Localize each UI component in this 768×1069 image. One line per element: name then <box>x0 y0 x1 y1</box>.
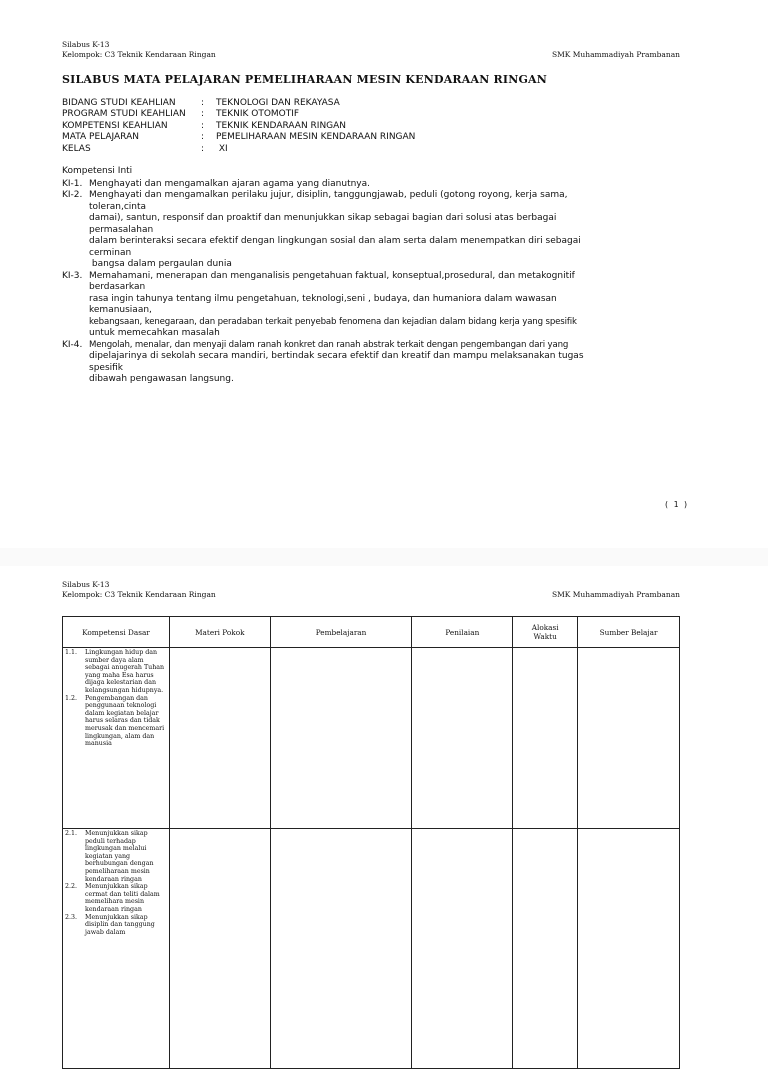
ki-line: Mengolah, menalar, dan menyaji dalam ranah konkret dan ranah abstrak terkait dengan pengembangan dari yang <box>89 339 569 350</box>
kd-number: 1.2. <box>65 694 78 702</box>
info-value: XI <box>216 143 228 154</box>
header-left-line1: Silabus K-13 <box>62 40 110 49</box>
info-value: TEKNIK KENDARAAN RINGAN <box>216 120 347 131</box>
page-2 <box>0 566 768 1024</box>
table-row <box>63 829 680 1069</box>
ki-line: spesifik <box>89 362 124 373</box>
ki-item <box>62 271 688 340</box>
kd-item <box>65 695 166 748</box>
kd-item <box>65 830 166 883</box>
kd-text: Menunjukkan sikap peduli terhadap lingkungan melalui kegiatan yang berhubungan dengan pemeliharaan mesin kendaraan ringan <box>85 830 154 883</box>
ki-heading: Kompetensi Inti <box>62 166 133 176</box>
ki-line: untuk memecahkan masalah <box>89 328 220 338</box>
kd-cell <box>63 829 170 1069</box>
kd-number: 2.2. <box>65 883 78 891</box>
info-label: KELAS <box>62 143 91 154</box>
info-row: PROGRAM STUDI KEAHLIAN : TEKNIK OTOMOTIF <box>62 109 300 120</box>
kd-item <box>65 649 166 695</box>
alokasi-cell <box>513 829 578 1069</box>
materi-cell <box>169 829 270 1069</box>
info-row: KOMPETENSI KEAHLIAN : TEKNIK KENDARAAN RINGAN <box>62 120 347 131</box>
column-header: Alokasi Waktu <box>513 617 578 648</box>
kd-number: 2.1. <box>65 830 78 837</box>
info-label: KOMPETENSI KEAHLIAN <box>62 120 168 131</box>
kd-item <box>65 883 166 913</box>
ki-line: cerminan <box>89 247 132 258</box>
ki-line: dipelajarinya di sekolah secara mandiri, bertindak secara efektif dan kreatif dan mampu melaksanakan tugas <box>89 351 584 361</box>
alokasi-cell <box>513 648 578 829</box>
page-gap <box>0 548 768 566</box>
kd-number: 1.1. <box>65 649 78 656</box>
page-header <box>62 40 680 60</box>
column-header: Materi Pokok <box>169 617 270 648</box>
kd-text: Menunjukkan sikap disiplin dan tanggung jawab dalam <box>85 913 155 936</box>
page-title: SILABUS MATA PELAJARAN PEMELIHARAAN MESIN KENDARAAN RINGAN <box>62 73 548 86</box>
page-header <box>62 580 680 600</box>
info-label: BIDANG STUDI KEAHLIAN <box>62 98 176 108</box>
sumber-cell <box>578 829 680 1069</box>
ki-line: Memahamani, menerapan dan menganalisis pengetahuan faktual, konseptual,prosedural, dan metakognitif <box>89 270 575 281</box>
ki-item <box>62 179 688 191</box>
info-row: MATA PELAJARAN : PEMELIHARAAN MESIN KENDARAAN RINGAN <box>62 132 416 143</box>
column-header: Kompetensi Dasar <box>63 617 170 648</box>
ki-line: kemanusiaan, <box>89 305 152 315</box>
ki-line: toleran,cinta <box>89 201 147 212</box>
kd-text: Lingkungan hidup dan sumber daya alam sebagai anugerah Tuhan yang maha Esa harus dijaga kelestarian dan kelangsungan hidupnya. <box>85 649 165 694</box>
info-row: BIDANG STUDI KEAHLIAN : TEKNOLOGI DAN REKAYASA <box>62 98 340 108</box>
ki-line: Menghayati dan mengamalkan ajaran agama yang dianutnya. <box>89 178 371 189</box>
ki-line: berdasarkan <box>89 282 146 292</box>
column-header: Penilaian <box>412 617 513 648</box>
ki-line: rasa ingin tahunya tentang ilmu pengetahuan, teknologi,seni , budaya, dan humaniora dalam wawasan <box>89 293 557 304</box>
info-label: MATA PELAJARAN <box>62 132 139 143</box>
table-row <box>63 648 680 829</box>
ki-item <box>62 340 688 386</box>
ki-line: permasalahan <box>89 224 154 235</box>
ki-item <box>62 190 688 271</box>
ki-number: KI-1. <box>62 178 83 189</box>
info-value: TEKNOLOGI DAN REKAYASA <box>216 98 340 108</box>
header-left-line2: Kelompok: C3 Teknik Kendaraan Ringan <box>62 590 216 599</box>
ki-line: bangsa dalam pergaulan dunia <box>89 259 232 269</box>
pembelajaran-cell <box>270 829 412 1069</box>
info-value: PEMELIHARAAN MESIN KENDARAAN RINGAN <box>216 132 416 143</box>
kd-text: Menunjukkan sikap cermat dan teliti dalam memelihara mesin kendaraan ringan <box>85 883 160 913</box>
penilaian-cell <box>412 648 513 829</box>
kd-number: 2.3. <box>65 913 78 921</box>
ki-line: damai), santun, responsif dan proaktif dan menunjukkan sikap sebagai bagian dari solusi atas berbagai <box>89 213 557 223</box>
header-left-line2: Kelompok: C3 Teknik Kendaraan Ringan <box>62 50 216 59</box>
syllabus-table <box>62 616 680 1069</box>
kd-text: Pengembangan dan penggunaan teknologi dalam kegiatan belajar harus selaras dan tidak merusak dan mencemari lingkungan, alam dan manusia <box>85 694 165 748</box>
kompetensi-inti <box>62 166 688 386</box>
ki-line: Menghayati dan mengamalkan perilaku jujur, disiplin, tanggungjawab, peduli (gotong royong, kerja sama, <box>89 190 568 200</box>
penilaian-cell <box>412 829 513 1069</box>
info-value: TEKNIK OTOMOTIF <box>216 109 300 120</box>
pembelajaran-cell <box>270 648 412 829</box>
info-table <box>62 98 415 155</box>
column-header: Pembelajaran <box>270 617 412 648</box>
table-header-row <box>63 617 680 648</box>
kd-item <box>65 914 166 937</box>
header-right: SMK Muhammadiyah Prambanan <box>551 590 680 599</box>
materi-cell <box>169 648 270 829</box>
ki-number: KI-3. <box>62 270 83 281</box>
column-header: Sumber Belajar <box>578 617 680 648</box>
ki-number: KI-4. <box>62 339 83 350</box>
info-row: KELAS : XI <box>62 143 228 154</box>
info-label: PROGRAM STUDI KEAHLIAN <box>62 109 186 120</box>
ki-number: KI-2. <box>62 190 83 200</box>
header-left-line1: Silabus K-13 <box>62 580 110 589</box>
header-right: SMK Muhammadiyah Prambanan <box>551 50 680 59</box>
ki-line: kebangsaan, kenegaraan, dan peradaban terkait penyebab fenomena dan kejadian dalam bidang kerja yang spesifik <box>89 316 577 327</box>
page-number: ( 1 ) <box>664 500 689 509</box>
ki-line: dalam berinteraksi secara efektif dengan lingkungan sosial dan alam serta dalam menempatkan diri sebagai <box>89 236 581 246</box>
kd-cell <box>63 648 170 829</box>
sumber-cell <box>578 648 680 829</box>
ki-line: dibawah pengawasan langsung. <box>89 374 234 384</box>
